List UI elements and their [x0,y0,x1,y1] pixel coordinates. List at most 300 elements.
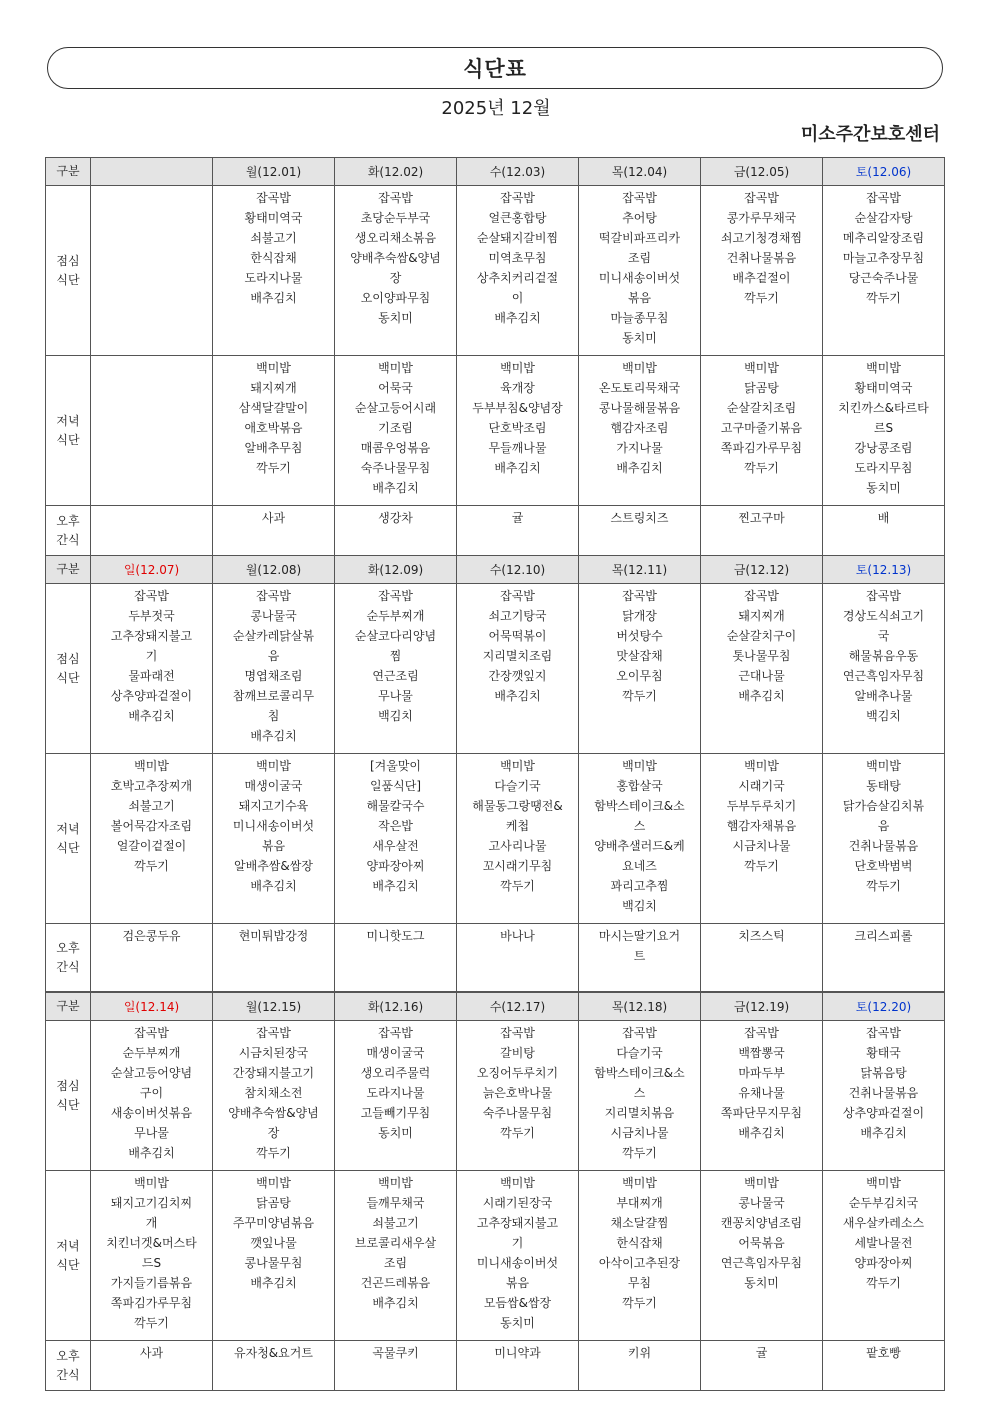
day-header: 화(12.09) [335,556,457,584]
menu-line: 상추양파겉절이 [842,1106,925,1120]
menu-line: 두부젓국 [128,609,175,623]
menu-line: 시금치된장국 [238,1046,309,1060]
lunch-menu-cell [213,186,335,356]
menu-line: 잡곡밥 [378,191,413,205]
menu-line: 오이양파무침 [360,291,431,305]
lunch-menu-cell [457,1021,579,1171]
menu-line: 간식 [56,1367,80,1382]
menu-line: 숙주나물무침 [482,1106,553,1120]
menu-line: 가지나물 [616,441,663,455]
menu-line: 백미밥 [744,759,779,773]
menu-line: 시래기국 [738,779,785,793]
menu-line: 잡곡밥 [866,589,901,603]
menu-line: 일품식단] [369,779,422,793]
menu-line: 콩나물해물볶음 [598,401,681,415]
snack-menu-cell [579,506,701,556]
menu-line: 고추장돼지불고 [110,629,193,643]
lunch-label [46,1021,91,1171]
menu-line: 점심 [56,1078,80,1093]
menu-line: 배추김치 [372,879,419,893]
menu-line: 검은콩두유 [122,929,181,943]
dinner-menu-cell [823,1171,945,1341]
menu-line: 백미밥 [744,361,779,375]
menu-line: 배추김치 [372,1296,419,1310]
snack-menu-cell [823,1341,945,1391]
menu-line: 꼬시래기무침 [482,859,553,873]
lunch-menu-cell [335,584,457,754]
menu-line: 배추김치 [250,729,297,743]
lunch-label [46,584,91,754]
menu-line: 쇠고기청경채찜 [720,231,803,245]
menu-line: 잡곡밥 [744,589,779,603]
page-title-text: 식단표 [463,57,527,81]
menu-line: 햄감자조림 [610,421,669,435]
menu-line: 콩나물국 [738,1196,785,1210]
menu-line: 새우살카레소스 [842,1216,925,1230]
menu-line: 채소달걀찜 [610,1216,669,1230]
snack-label [46,1341,91,1391]
menu-line: 숙주나물무침 [360,461,431,475]
day-header: 목(12.11) [579,556,701,584]
day-header: 금(12.05) [701,158,823,186]
day-header: 일(12.14) [91,993,213,1021]
center-name: 미소주간보호센터 [800,124,940,145]
dinner-menu-cell [579,1171,701,1341]
menu-line: 미니새송이버섯 [598,271,681,285]
menu-line: 고추장돼지불고 [476,1216,559,1230]
menu-line: 깍두기 [866,1276,901,1290]
menu-line: 저녁 [56,821,80,836]
menu-line: 백미밥 [866,361,901,375]
menu-line: 기 [145,649,158,663]
menu-line: 어묵떡볶이 [488,629,547,643]
menu-line: 단호박조림 [488,421,547,435]
menu-line: 조림 [383,1256,408,1270]
menu-line: 볶음 [505,1276,530,1290]
lunch-menu-cell [823,1021,945,1171]
menu-line: 육개장 [500,381,535,395]
menu-line: 도라지나물 [366,1086,425,1100]
menu-line: 닭곰탕 [256,1196,291,1210]
menu-line: 동치미 [378,311,413,325]
snack-menu-cell [91,924,213,992]
menu-line: 브로콜리새우살 [354,1236,437,1250]
menu-line: 매생이굴국 [366,1046,425,1060]
lunch-menu-cell [701,584,823,754]
day-header: 토(12.06) [823,158,945,186]
dinner-menu-cell [457,754,579,924]
menu-line: 순두부찌개 [122,1046,181,1060]
menu-line: 물파래전 [128,669,175,683]
page-title [47,47,943,89]
dinner-menu-cell [457,356,579,506]
menu-line: 쪽파김가루무침 [720,441,803,455]
snack-menu-cell [335,924,457,992]
menu-line: 건취나물볶음 [848,1086,919,1100]
week-table [45,555,945,992]
menu-line: 오후 [56,940,80,955]
menu-line: 매콤우엉볶음 [360,441,431,455]
menu-line: 모듬쌈&쌈장 [483,1296,552,1310]
snack-menu-cell [457,1341,579,1391]
snack-row [46,924,945,992]
menu-line: 양파장아찌 [854,1256,913,1270]
lunch-row [46,186,945,356]
menu-line: 귤 [755,1346,768,1360]
menu-line: 깍두기 [866,879,901,893]
day-header: 수(12.17) [457,993,579,1021]
menu-line: 도라지무침 [854,461,913,475]
menu-line: 식단 [56,432,80,447]
menu-line: 백미밥 [622,759,657,773]
snack-menu-cell [701,1341,823,1391]
menu-line: 배추김치 [494,311,541,325]
dinner-label [46,356,91,506]
menu-line: 해물칼국수 [366,799,425,813]
dinner-menu-cell [335,1171,457,1341]
menu-line: 깍두기 [622,689,657,703]
menu-line: 생강차 [378,511,413,525]
menu-line: 기조림 [378,421,413,435]
menu-line: 알배추나물 [854,689,913,703]
lunch-menu-cell [457,584,579,754]
snack-menu-cell [823,924,945,992]
menu-line: 돼지고기김치찌 [110,1196,193,1210]
menu-line: 순살코다리양념 [354,629,437,643]
menu-line: 백짬뽕국 [738,1046,785,1060]
menu-line: 장 [389,271,402,285]
snack-menu-cell [335,506,457,556]
menu-line: 유채나물 [738,1086,785,1100]
dinner-menu-cell [823,754,945,924]
menu-line: 깍두기 [744,461,779,475]
menu-line: 쪽파단무지무침 [720,1106,803,1120]
snack-menu-cell [579,924,701,992]
menu-line: 깍두기 [622,1146,657,1160]
menu-line: 잡곡밥 [744,1026,779,1040]
menu-line: 애호박볶음 [244,421,303,435]
dinner-menu-cell [701,754,823,924]
menu-line: 스 [633,1086,646,1100]
menu-line: 마늘고추장무침 [842,251,925,265]
menu-line: 미역초무침 [488,251,547,265]
gubun-label: 구분 [46,556,91,584]
menu-line: 깍두기 [134,859,169,873]
menu-line: 생오리채소볶음 [354,231,437,245]
snack-menu-cell [213,1341,335,1391]
menu-line: 참치채소전 [244,1086,303,1100]
lunch-menu-cell [579,584,701,754]
menu-line: 배추김치 [494,461,541,475]
lunch-row [46,1021,945,1171]
day-header: 토(12.20) [823,993,945,1021]
menu-line: 동치미 [622,331,657,345]
menu-line: 깍두기 [744,859,779,873]
menu-line: 콩나물무침 [244,1256,303,1270]
menu-line: 연근흑임자무침 [720,1256,803,1270]
dinner-menu-cell [213,754,335,924]
menu-line: [겨울맞이 [369,759,422,773]
menu-line: 잡곡밥 [256,191,291,205]
menu-line: 키위 [627,1346,652,1360]
menu-line: 배추김치 [250,879,297,893]
menu-line: 순살고등어양념 [110,1066,193,1080]
menu-line: 잡곡밥 [622,1026,657,1040]
menu-line: 미니새송이버섯 [232,819,315,833]
dinner-label [46,754,91,924]
snack-menu-cell [701,506,823,556]
menu-line: 잡곡밥 [866,191,901,205]
snack-menu-cell [335,1341,457,1391]
menu-line: 도라지나물 [244,271,303,285]
menu-line: 볶음 [627,291,652,305]
snack-label [46,506,91,556]
menu-line: 유자청&요거트 [234,1346,313,1360]
menu-line: 황태미역국 [244,211,303,225]
menu-line: 침 [267,709,280,723]
menu-line: 잡곡밥 [256,589,291,603]
day-header-row [46,158,945,186]
menu-line: 명엽채조림 [244,669,303,683]
menu-line: 들깨무채국 [366,1196,425,1210]
week-table [45,157,945,556]
menu-line: 톳나물무침 [732,649,791,663]
lunch-menu-cell [823,584,945,754]
snack-menu-cell [457,506,579,556]
menu-line: 건곤드레볶음 [360,1276,431,1290]
menu-line: 점심 [56,253,80,268]
menu-line: 경상도식쇠고기 [842,609,925,623]
lunch-menu-cell [579,186,701,356]
menu-line: 치킨까스&타르타 [838,401,929,415]
snack-row [46,1341,945,1391]
menu-line: 돼지고기수육 [238,799,309,813]
menu-line: 어묵볶음 [738,1236,785,1250]
lunch-label [46,186,91,356]
menu-line: 콩가루무채국 [726,211,797,225]
day-header: 목(12.04) [579,158,701,186]
menu-line: 깍두기 [134,1316,169,1330]
menu-line: 현미튀밥강정 [238,929,309,943]
menu-line: 다슬기국 [494,779,541,793]
menu-line: 시금치나물 [732,839,791,853]
menu-line: 잡곡밥 [866,1026,901,1040]
dinner-menu-cell [701,1171,823,1341]
day-header: 수(12.03) [457,158,579,186]
menu-line: 참깨브로콜리무 [232,689,315,703]
menu-line: 쇠불고기 [372,1216,419,1230]
menu-line: 돼지찌개 [250,381,297,395]
menu-line: 쇠고기탕국 [488,609,547,623]
menu-line: 배추김치 [494,689,541,703]
menu-line: 깍두기 [744,291,779,305]
menu-line: 백미밥 [744,1176,779,1190]
menu-line: 양파장아찌 [366,859,425,873]
gubun-label: 구분 [46,993,91,1021]
menu-line: 연근조림 [372,669,419,683]
menu-line: 맛살잡채 [616,649,663,663]
menu-line: 닭볶음탕 [860,1066,907,1080]
menu-line: 새송이버섯볶음 [110,1106,193,1120]
menu-line: 콩나물국 [250,609,297,623]
menu-line: 동태탕 [866,779,901,793]
menu-line: 온도토리묵채국 [598,381,681,395]
menu-line: 당근숙주나물 [848,271,919,285]
menu-line: 잡곡밥 [134,1026,169,1040]
menu-line: 추어탕 [622,211,657,225]
day-header: 화(12.02) [335,158,457,186]
menu-line: 순살카레닭살볶 [232,629,315,643]
dinner-menu-cell [335,356,457,506]
menu-line: 잡곡밥 [256,1026,291,1040]
snack-row [46,506,945,556]
menu-line: 잡곡밥 [134,589,169,603]
dinner-menu-cell [213,1171,335,1341]
menu-line: 동치미 [744,1276,779,1290]
day-header: 일(12.07) [91,556,213,584]
menu-line: 바나나 [500,929,535,943]
menu-line: 미니핫도그 [366,929,425,943]
dinner-menu-cell [579,754,701,924]
day-header-row [46,556,945,584]
menu-line: 기 [511,1236,524,1250]
menu-line: 백미밥 [500,1176,535,1190]
menu-line: 귤 [511,511,524,525]
menu-line: 깍두기 [256,461,291,475]
menu-line: 황태미역국 [854,381,913,395]
menu-line: 순두부찌개 [366,609,425,623]
lunch-row [46,584,945,754]
menu-line: 마시는딸기요거 [598,929,681,943]
lunch-menu-cell [701,186,823,356]
menu-line: 깍두기 [500,879,535,893]
snack-menu-cell [91,506,213,556]
menu-line: 쪽파김가루무침 [110,1296,193,1310]
menu-line: 백김치 [866,709,901,723]
menu-line: 시금치나물 [610,1126,669,1140]
menu-line: 부대찌개 [616,1196,663,1210]
menu-line: 팥호빵 [866,1346,901,1360]
menu-line: 해물볶음우동 [848,649,919,663]
menu-line: 배추김치 [250,1276,297,1290]
menu-line: 동치미 [500,1316,535,1330]
day-header: 월(12.01) [213,158,335,186]
dinner-menu-cell [579,356,701,506]
day-header: 수(12.10) [457,556,579,584]
snack-menu-cell [579,1341,701,1391]
lunch-menu-cell [335,1021,457,1171]
menu-line: 음 [267,649,280,663]
menu-line: 고사리나물 [488,839,547,853]
menu-line: 간식 [56,532,80,547]
menu-line: 무나물 [134,1126,169,1140]
menu-line: 잡곡밥 [500,191,535,205]
dinner-menu-cell [335,754,457,924]
menu-line: 홍합살국 [616,779,663,793]
lunch-menu-cell [701,1021,823,1171]
menu-line: 스트링치즈 [610,511,669,525]
gubun-label: 구분 [46,158,91,186]
menu-line: 순두부김치국 [848,1196,919,1210]
menu-line: 백미밥 [866,759,901,773]
menu-line: 배 [877,511,890,525]
menu-line: 깍두기 [256,1146,291,1160]
menu-line: 배추김치 [372,481,419,495]
menu-line: 음 [877,819,890,833]
lunch-menu-cell [91,186,213,356]
menu-line: 잡곡밥 [622,191,657,205]
menu-line: 식단 [56,272,80,287]
menu-line: 사과 [261,511,286,525]
dinner-label [46,1171,91,1341]
menu-line: 깍두기 [866,291,901,305]
menu-line: 아삭이고추된장 [598,1256,681,1270]
menu-line: 배추겉절이 [732,271,791,285]
menu-line: 동치미 [866,481,901,495]
menu-line: 백김치 [622,899,657,913]
menu-line: 배추김치 [250,291,297,305]
menu-line: 잡곡밥 [500,589,535,603]
menu-line: 떡갈비파프리카 [598,231,681,245]
menu-line: 마늘종무침 [610,311,669,325]
menu-line: 알배추쌈&쌈장 [234,859,313,873]
day-header: 월(12.15) [213,993,335,1021]
menu-line: 갈비탕 [500,1046,535,1060]
menu-line: 식단 [56,840,80,855]
menu-line: 배추김치 [738,689,785,703]
menu-line: 미니약과 [494,1346,541,1360]
menu-line: 간식 [56,959,80,974]
menu-line: 캔꽁치양념조림 [720,1216,803,1230]
menu-line: 양배추숙쌈&양념 [228,1106,319,1120]
week-table [45,992,945,1391]
snack-menu-cell [213,924,335,992]
menu-line: 쇠불고기 [128,799,175,813]
menu-line: 르S [873,421,894,435]
menu-line: 무침 [627,1276,652,1290]
month-label: 2025년 12월 [441,98,551,119]
dinner-menu-cell [823,356,945,506]
day-header: 금(12.19) [701,993,823,1021]
menu-line: 찐고구마 [738,511,785,525]
menu-line: 알배추무침 [244,441,303,455]
menu-line: 크리스피롤 [854,929,913,943]
menu-line: 황태국 [866,1046,901,1060]
menu-line: 얼큰홍합탕 [488,211,547,225]
menu-line: 치즈스틱 [738,929,785,943]
menu-line: 저녁 [56,1238,80,1253]
menu-line: 늙은호박나물 [482,1086,553,1100]
menu-line: 양배추숙쌈&양념 [350,251,441,265]
menu-line: 어묵국 [378,381,413,395]
menu-line: 사과 [139,1346,164,1360]
menu-line: 식단 [56,1257,80,1272]
menu-line: 한식잡채 [616,1236,663,1250]
menu-line: 깍두기 [622,1296,657,1310]
menu-line: 백미밥 [134,1176,169,1190]
menu-line: 잡곡밥 [378,1026,413,1040]
dinner-menu-cell [701,356,823,506]
menu-line: 백미밥 [622,1176,657,1190]
menu-line: 순살감자탕 [854,211,913,225]
menu-line: 쇠불고기 [250,231,297,245]
menu-line: 백미밥 [256,1176,291,1190]
menu-line: 드S [141,1256,162,1270]
day-header: 금(12.12) [701,556,823,584]
menu-line: 건취나물볶음 [848,839,919,853]
menu-line: 꽈리고추찜 [610,879,669,893]
menu-line: 백미밥 [378,1176,413,1190]
